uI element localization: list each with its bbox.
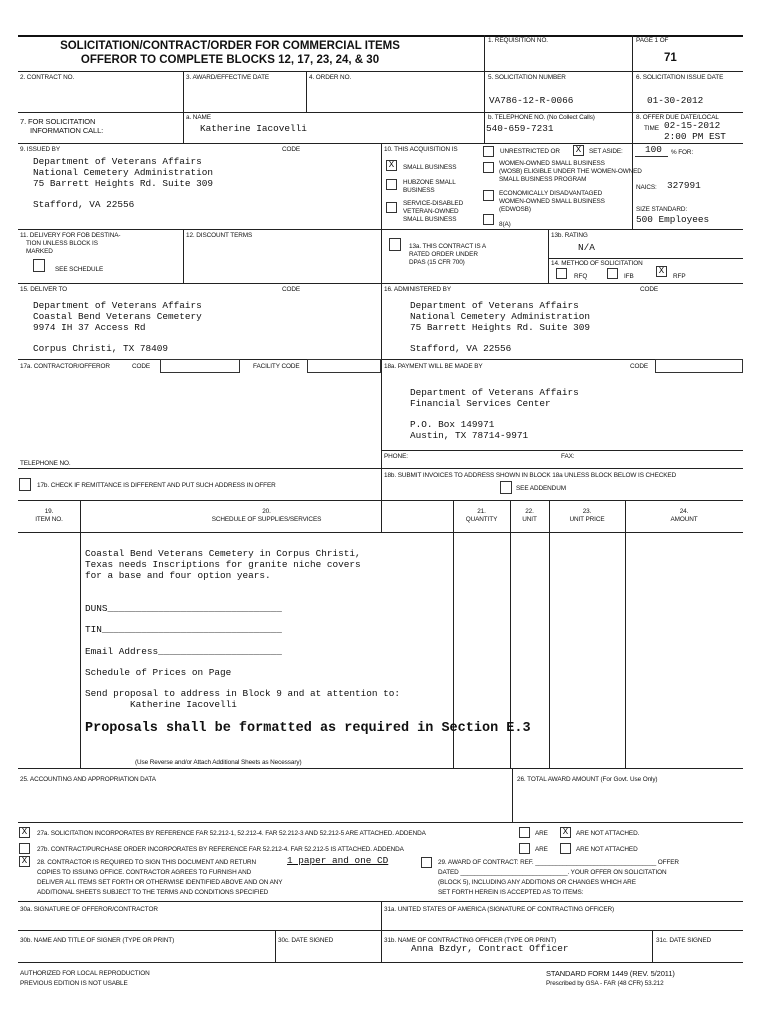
- naics-code[interactable]: 327991: [667, 180, 701, 191]
- duns-field[interactable]: DUNS_______________________________: [85, 603, 282, 614]
- footer-prescribed: Prescribed by GSA - FAR (48 CFR) 53.212: [546, 980, 664, 987]
- fax-label: FAX:: [561, 453, 575, 460]
- administered-by-address[interactable]: Department of Veterans Affairs National Cemetery Administration 75 Barrett Heights Rd. Suite 309 Stafford, VA 22556: [410, 300, 591, 355]
- contact-name-label: a. NAME: [186, 114, 211, 121]
- administered-by-code-label: CODE: [640, 286, 659, 293]
- eight-a-checkbox[interactable]: [483, 214, 494, 225]
- footer-reproduction: AUTHORIZED FOR LOCAL REPRODUCTION: [20, 970, 150, 977]
- block29-line2: DATED _______________________________. YOUR OFFER ON SOLICITATION: [438, 869, 667, 876]
- page-total: 71: [664, 52, 677, 64]
- rating-label: 13b. RATING: [551, 232, 588, 239]
- rule: [548, 258, 743, 259]
- rule: [381, 901, 382, 962]
- edwosb-label: ECONOMICALLY DISADVANTAGED WOMEN-OWNED SMALL BUSINESS (EDWOSB): [499, 190, 605, 213]
- set-aside-label: SET ASIDE:: [589, 148, 623, 155]
- rule: [18, 822, 743, 823]
- col-unit-price: 23. UNIT PRICE: [569, 508, 605, 523]
- schedule-prices-note: Schedule of Prices on Page: [85, 667, 232, 678]
- solicitation-number-label: 5. SOLICITATION NUMBER: [488, 74, 566, 81]
- rfq-label: RFQ: [574, 273, 588, 280]
- rule: [18, 112, 743, 113]
- officer-name-label: 31b. NAME OF CONTRACTING OFFICER (TYPE OR PRINT): [384, 937, 557, 944]
- unrestricted-label: UNRESTRICTED OR: [500, 148, 560, 155]
- solicitation-info-label: 7. FOR SOLICITATION INFORMATION CALL:: [20, 117, 104, 136]
- send-proposal-note: Send proposal to address in Block 9 and at attention to: Katherine Iacovelli: [85, 688, 401, 710]
- payment-code-label: CODE: [630, 363, 649, 370]
- due-time[interactable]: 2:00 PM EST: [664, 131, 726, 142]
- facility-code-label: FACILITY CODE: [253, 363, 300, 370]
- rule: [381, 359, 382, 532]
- size-standard[interactable]: 500 Employees: [636, 214, 710, 225]
- solicitation-number[interactable]: VA786-12-R-0066: [489, 95, 574, 106]
- top-border: [18, 35, 743, 37]
- col-schedule: 20. SCHEDULE OF SUPPLIES/SERVICES: [211, 508, 322, 523]
- order-no-label: 4. ORDER NO.: [309, 74, 352, 81]
- remittance-checkbox[interactable]: [19, 478, 31, 491]
- payment-label: 18a. PAYMENT WILL BE MADE BY: [384, 363, 483, 370]
- block29-checkbox[interactable]: [421, 857, 432, 868]
- phone-label: PHONE:: [384, 453, 408, 460]
- issued-by-label: 9. ISSUED BY: [20, 146, 60, 153]
- method-label: 14. METHOD OF SOLICITATION: [551, 260, 643, 267]
- addenda-27a-are-label: ARE: [535, 830, 548, 837]
- offer-due-label: 8. OFFER DUE DATE/LOCAL: [636, 114, 719, 121]
- rule: [652, 930, 653, 962]
- delivery-fob-label: 11. DELIVERY FOR FOB DESTINA- TION UNLESS BLOCK IS MARKED: [20, 232, 121, 255]
- accounting-label: 25. ACCOUNTING AND APPROPRIATION DATA: [20, 776, 156, 783]
- addenda-27a-are-not-label: ARE NOT ATTACHED.: [576, 830, 640, 837]
- contract-no-label: 2. CONTRACT NO.: [20, 74, 75, 81]
- rule: [512, 768, 513, 822]
- col-amount: 24. AMOUNT: [670, 508, 698, 523]
- small-business-label: SMALL BUSINESS: [403, 164, 457, 171]
- due-date[interactable]: 02-15-2012: [664, 120, 721, 131]
- block28-line4: ADDITIONAL SHEETS SUBJECT TO THE TERMS AND CONDITIONS SPECIFIED: [37, 889, 269, 896]
- hubzone-label: HUBZONE SMALL BUSINESS: [403, 179, 456, 194]
- reverse-note: (Use Reverse and/or Attach Additional Sheets as Necessary): [135, 759, 302, 766]
- set-aside-percent: 100: [645, 144, 662, 155]
- ifb-label: IFB: [624, 273, 634, 280]
- schedule-description: Coastal Bend Veterans Cemetery in Corpus Christi, Texas needs Inscriptions for granite niche covers for a base and four option years.: [85, 548, 361, 581]
- signature-officer-label: 31a. UNITED STATES OF AMERICA (SIGNATURE OF CONTRACTING OFFICER): [384, 906, 615, 913]
- officer-name[interactable]: Anna Bzdyr, Contract Officer: [411, 943, 569, 954]
- signature-offeror-label: 30a. SIGNATURE OF OFFEROR/CONTRACTOR: [20, 906, 158, 913]
- contact-name[interactable]: Katherine Iacovelli: [200, 123, 307, 134]
- issue-date-label: 6. SOLICITATION ISSUE DATE: [636, 74, 724, 81]
- telephone-value[interactable]: 540-659-7231: [486, 123, 554, 134]
- incorporates-27a-label: 27a. SOLICITATION INCORPORATES BY REFERENCE FAR 52.212-1, 52.212-4. FAR 52.212-3 AND 52.212-5 ARE ATTACHED. ADDENDA: [37, 830, 426, 837]
- administered-by-label: 16. ADMINISTERED BY: [384, 286, 451, 293]
- rule: [18, 768, 743, 769]
- rule: [549, 500, 550, 768]
- remittance-label: 17b. CHECK IF REMITTANCE IS DIFFERENT AND PUT SUCH ADDRESS IN OFFER: [37, 482, 276, 489]
- footer-previous-edition: PREVIOUS EDITION IS NOT USABLE: [20, 980, 128, 987]
- rule: [484, 35, 485, 143]
- payment-address[interactable]: Department of Veterans Affairs Financial Services Center P.O. Box 149971 Austin, TX 78714-9971: [410, 387, 579, 442]
- col-item-no: 19. ITEM NO.: [35, 508, 63, 523]
- unrestricted-checkbox[interactable]: [483, 146, 494, 157]
- telephone-label: b. TELEPHONE NO. (No Collect Calls): [488, 114, 595, 121]
- block29-line3: (BLOCK 5), INCLUDING ANY ADDITIONS OR CHANGES WHICH ARE: [438, 879, 636, 886]
- rule: [183, 71, 184, 112]
- addenda-27b-are-label: ARE: [535, 846, 548, 853]
- rule: [18, 71, 743, 72]
- deliver-to-address[interactable]: Department of Veterans Affairs Coastal Bend Veterans Cemetery 9974 IH 37 Access Rd Corpus Christi, TX 78409: [33, 300, 202, 355]
- rule: [18, 532, 743, 533]
- rfp-checkbox[interactable]: X: [656, 266, 667, 277]
- sdvosb-label: SERVICE-DISABLED VETERAN-OWNED SMALL BUSINESS: [403, 200, 464, 223]
- addenda-27b-are-checkbox[interactable]: [519, 843, 530, 854]
- edwosb-checkbox[interactable]: [483, 190, 494, 201]
- rule: [80, 500, 81, 768]
- rule: [306, 71, 307, 112]
- addenda-27b-are-not-label: ARE NOT ATTACHED: [576, 846, 638, 853]
- signer-date-label: 30c. DATE SIGNED: [278, 937, 334, 944]
- total-award-label: 26. TOTAL AWARD AMOUNT (For Govt. Use Only): [517, 776, 658, 783]
- format-note: Proposals shall be formatted as required in Section E.3: [85, 721, 531, 736]
- award-date-label: 3. AWARD/EFFECTIVE DATE: [186, 74, 270, 81]
- incorporates-27b-label: 27b. CONTRACT/PURCHASE ORDER INCORPORATES BY REFERENCE FAR 52.212-4. FAR 52.212-5 IS ATTACHED. ADDENDA: [37, 846, 404, 853]
- wosb-label: WOMEN-OWNED SMALL BUSINESS (WOSB) ELIGIBLE UNDER THE WOMEN-OWNED SMALL BUSINESS PROGRAM: [499, 160, 642, 183]
- eight-a-label: 8(A): [499, 221, 511, 228]
- footer-standard-form: STANDARD FORM 1449 (REV. 5/2011): [546, 969, 675, 978]
- small-business-checkbox[interactable]: X: [386, 160, 397, 171]
- issued-by-code-label: CODE: [282, 146, 301, 153]
- submit-invoices-label: 18b. SUBMIT INVOICES TO ADDRESS SHOWN IN BLOCK 18a UNLESS BLOCK BELOW IS CHECKED: [384, 472, 677, 479]
- form-title: SOLICITATION/CONTRACT/ORDER FOR COMMERCIAL ITEMS OFFEROR TO COMPLETE BLOCKS 12, 17, 23, 24, & 30: [60, 40, 400, 67]
- issued-by-address[interactable]: Department of Veterans Affairs National Cemetery Administration 75 Barrett Heights Rd. Suite 309 Stafford, VA 22556: [33, 156, 214, 211]
- facility-code-field[interactable]: [307, 359, 381, 373]
- rule: [632, 35, 633, 143]
- officer-date-label: 31c. DATE SIGNED: [656, 937, 712, 944]
- page-label: PAGE 1 OF: [636, 37, 669, 44]
- rule: [275, 930, 276, 962]
- block28-checkbox[interactable]: X: [19, 856, 30, 867]
- rated-order-label: 13a. THIS CONTRACT IS A RATED ORDER UNDER DPAS (15 CFR 700): [409, 243, 487, 266]
- rfq-checkbox[interactable]: [556, 268, 567, 279]
- percent-for-label: % FOR:: [671, 149, 694, 156]
- contractor-code-field[interactable]: [160, 359, 240, 373]
- col-unit: 22. UNIT: [522, 508, 537, 523]
- rated-order-checkbox[interactable]: [389, 238, 401, 251]
- incorporates-27b-checkbox[interactable]: [19, 843, 30, 854]
- block28-line1: 28. CONTRACTOR IS REQUIRED TO SIGN THIS DOCUMENT AND RETURN: [37, 859, 256, 866]
- rule: [183, 229, 184, 283]
- hubzone-checkbox[interactable]: [386, 179, 397, 190]
- incorporates-27a-checkbox[interactable]: X: [19, 827, 30, 838]
- email-field[interactable]: Email Address______________________: [85, 646, 282, 657]
- see-schedule-checkbox[interactable]: [33, 259, 45, 272]
- payment-code-field[interactable]: [655, 359, 743, 373]
- time-label: TIME: [644, 125, 659, 132]
- contractor-label: 17a. CONTRACTOR/OFFEROR: [20, 363, 110, 370]
- size-standard-label: SIZE STANDARD:: [636, 206, 688, 213]
- see-schedule-label: SEE SCHEDULE: [55, 266, 104, 273]
- addenda-27a-are-not-checkbox[interactable]: X: [560, 827, 571, 838]
- set-aside-checkbox[interactable]: X: [573, 145, 584, 156]
- signer-name-label: 30b. NAME AND TITLE OF SIGNER (TYPE OR PRINT): [20, 937, 175, 944]
- see-addendum-label: SEE ADDENDUM: [516, 485, 566, 492]
- issue-date[interactable]: 01-30-2012: [647, 95, 704, 106]
- rule: [632, 143, 633, 229]
- rule: [18, 962, 743, 963]
- deliver-to-code-label: CODE: [282, 286, 301, 293]
- block28-line3: DELIVER ALL ITEMS SET FORTH OR OTHERWISE IDENTIFIED ABOVE AND ON ANY: [37, 879, 283, 886]
- acquisition-label: 10. THIS ACQUISITION IS: [384, 146, 458, 153]
- block28-line2: COPIES TO ISSUING OFFICE. CONTRACTOR AGREES TO FURNISH AND: [37, 869, 252, 876]
- rule: [183, 112, 184, 143]
- rfp-label: RFP: [673, 273, 686, 280]
- naics-label: NAICS:: [636, 184, 657, 191]
- block29-line1: 29. AWARD OF CONTRACT: REF. ___________________________________ OFFER: [438, 859, 679, 866]
- col-quantity: 21. QUANTITY: [465, 508, 498, 523]
- rating-value[interactable]: N/A: [578, 242, 595, 253]
- ifb-checkbox[interactable]: [607, 268, 618, 279]
- deliver-to-label: 15. DELIVER TO: [20, 286, 68, 293]
- rule: [625, 500, 626, 768]
- see-addendum-checkbox[interactable]: [500, 481, 512, 494]
- sdvosb-checkbox[interactable]: [386, 202, 397, 213]
- block28-copies[interactable]: 1 paper and one CD: [287, 855, 389, 866]
- block29-line4: SET FORTH HEREIN IS ACCEPTED AS TO ITEMS:: [438, 889, 584, 896]
- contractor-code-label: CODE: [132, 363, 151, 370]
- telephone-no-label: TELEPHONE NO.: [20, 460, 71, 467]
- wosb-checkbox[interactable]: [483, 162, 494, 173]
- tin-field[interactable]: TIN________________________________: [85, 624, 282, 635]
- addenda-27b-are-not-checkbox[interactable]: [560, 843, 571, 854]
- rule: [548, 229, 549, 283]
- addenda-27a-are-checkbox[interactable]: [519, 827, 530, 838]
- rule: [381, 450, 743, 451]
- discount-terms-label: 12. DISCOUNT TERMS: [186, 232, 253, 239]
- requisition-no-label: 1. REQUISITION NO.: [488, 37, 548, 44]
